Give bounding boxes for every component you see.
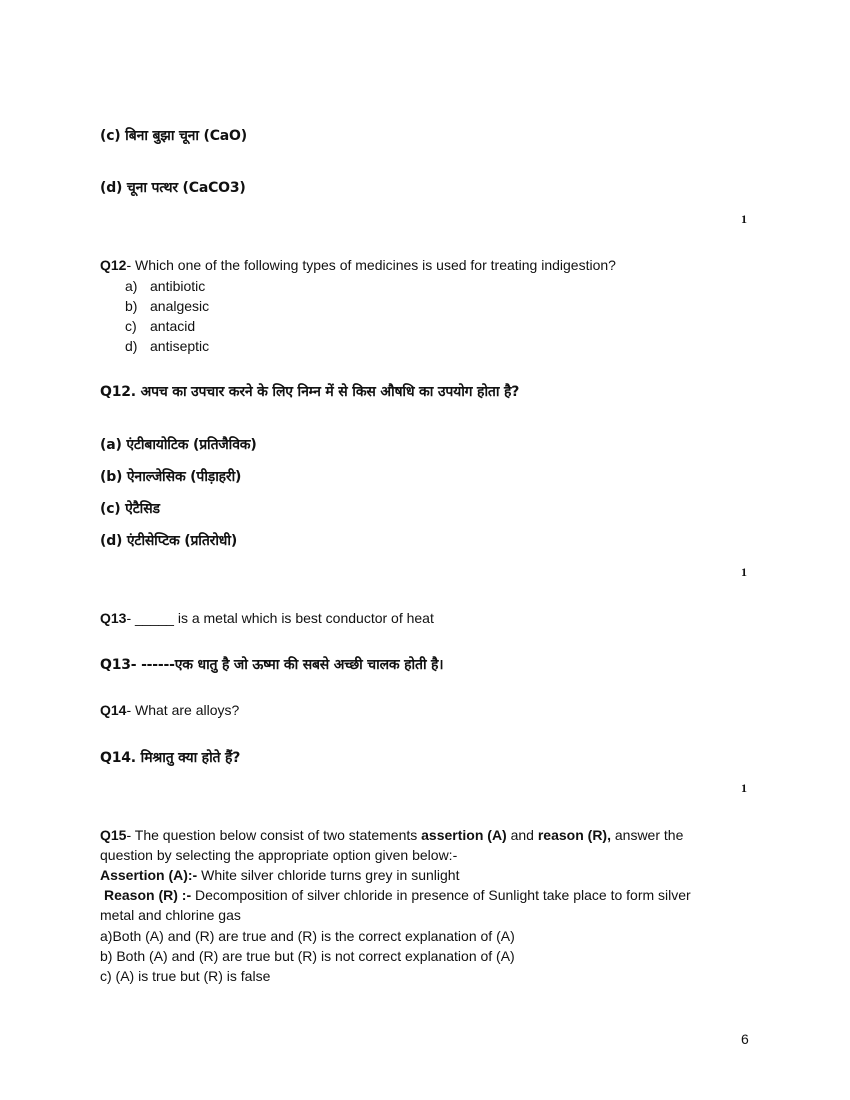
q11-option-c-hindi: (c) बिना बुझा चूना (CaO): [100, 128, 247, 144]
option-letter: c): [125, 318, 137, 334]
q14-question-english: [100, 702, 239, 718]
q15-assertion: [100, 867, 459, 883]
q15-option-a: a)Both (A) and (R) are true and (R) is the correct explanation of (A): [100, 928, 515, 944]
q15-intro-end: answer the: [610, 827, 684, 843]
q12-option-d: [125, 338, 325, 356]
option-text: analgesic: [150, 298, 210, 314]
page-number: 6: [741, 1031, 749, 1047]
q15-reason-line2: metal and chlorine gas: [100, 907, 241, 923]
reason-keyword: reason (R),: [537, 827, 611, 843]
q15-intro-line1: [100, 827, 683, 843]
q12-option-c-hindi: (c) ऐटैसिड: [100, 501, 160, 517]
q13-label: Q13: [100, 610, 127, 626]
q11-option-d-hindi: (d) चूना पत्थर (CaCO3): [100, 180, 246, 196]
q12-question-hindi: Q12. अपच का उपचार करने के लिए निम्न में से किस औषधि का उपयोग होता है?: [100, 384, 520, 400]
q15-intro-line2: question by selecting the appropriate option given below:-: [100, 847, 458, 863]
option-letter: b): [125, 298, 138, 314]
q12-option-a-hindi: (a) एंटीबायोटिक (प्रतिजैविक): [100, 437, 257, 453]
q14-question-text: - What are alloys?: [126, 702, 240, 718]
q12-option-c: [125, 318, 325, 336]
q15-reason: [104, 887, 691, 903]
q14-question-hindi: Q14. मिश्रातु क्या होते हैं?: [100, 750, 241, 766]
q14-label: Q14: [100, 702, 127, 718]
assertion-label: Assertion (A):-: [100, 867, 198, 883]
q15-label: Q15: [100, 827, 127, 843]
q15-option-c: c) (A) is true but (R) is false: [100, 968, 271, 984]
q12-question-text: - Which one of the following types of medicines is used for treating indigestion?: [126, 257, 616, 273]
q12-marks: 1: [741, 565, 747, 579]
option-text: antiseptic: [150, 338, 210, 354]
q12-option-b-hindi: (b) ऐनाल्जेसिक (पीड़ाहरी): [100, 469, 242, 485]
reason-label: Reason (R) :-: [104, 887, 192, 903]
q13-question-hindi: Q13- ------एक धातु है जो ऊष्मा की सबसे अच्छी चालक होती है।: [100, 657, 444, 673]
q12-option-b: [125, 298, 325, 316]
q12-question-english: [100, 257, 616, 273]
option-text: antacid: [150, 318, 196, 334]
option-text: antibiotic: [150, 278, 206, 294]
q12-option-d-hindi: (d) एंटीसेप्टिक (प्रतिरोधी): [100, 533, 238, 549]
q15-intro-and: and: [506, 827, 538, 843]
q12-option-a: [125, 278, 325, 296]
option-letter: d): [125, 338, 138, 354]
reason-text: Decomposition of silver chloride in presence of Sunlight take place to form silver: [191, 887, 691, 903]
assertion-keyword: assertion (A): [421, 827, 507, 843]
option-letter: a): [125, 278, 138, 294]
assertion-text: White silver chloride turns grey in sunlight: [197, 867, 460, 883]
q15-option-b: b) Both (A) and (R) are true but (R) is not correct explanation of (A): [100, 948, 515, 964]
q15-intro-text: - The question below consist of two statements: [126, 827, 422, 843]
q11-marks: 1: [741, 212, 747, 226]
q12-label: Q12: [100, 257, 127, 273]
q13-question-english: [100, 610, 434, 626]
q13-question-text: - _____ is a metal which is best conductor of heat: [126, 610, 434, 626]
q14-marks: 1: [741, 781, 747, 795]
